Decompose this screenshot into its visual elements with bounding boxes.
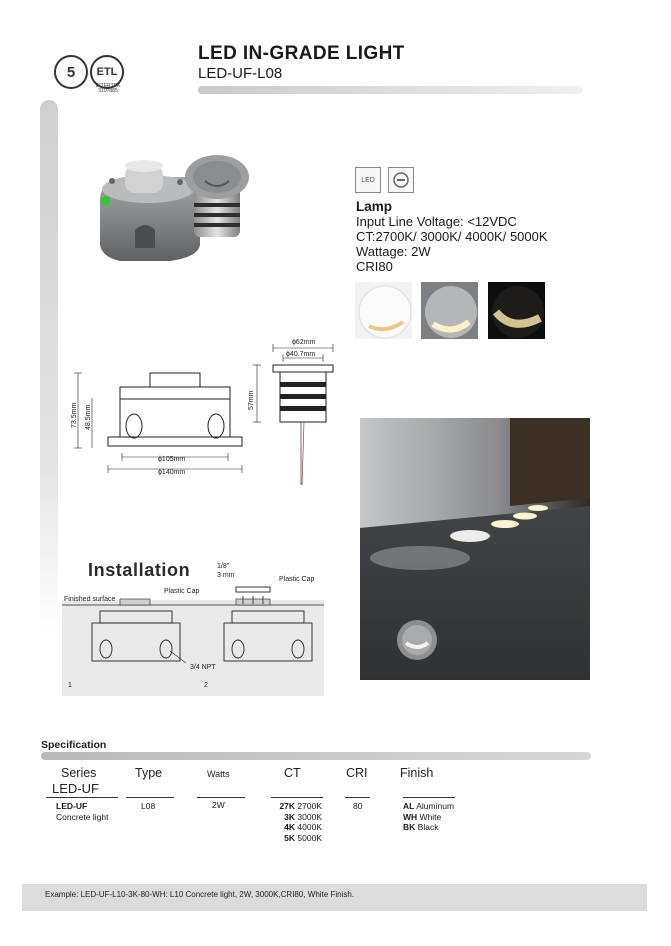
specification-label: Specification [41,739,107,751]
dimmable-glyph-icon [392,171,410,189]
col-header-type: Type [135,766,163,780]
watts-underline [197,797,245,798]
dim-box-height-total: 73.5mm [71,402,78,428]
series-description: Concrete light [56,811,109,822]
ct-option-code: 27K [279,801,296,811]
plastic-cap-label-2: Plastic Cap [279,576,315,583]
lamp-spec-block [356,199,548,274]
ct-underline [271,797,323,798]
col-header-cri: CRI [346,766,368,780]
finish-option-code: WH [403,811,418,822]
model-number: LED-UF-L08 [198,65,283,82]
watts-value: 2W [212,800,225,810]
fixture-dimension-drawing [240,330,350,490]
cri-underline [345,797,370,798]
series-code: LED-UF [52,781,99,796]
led-icon-label: LED [361,176,375,184]
lamp-wattage: Wattage: 2W [356,244,431,259]
ct-option-code: 3K [284,811,296,822]
product-photo [90,155,260,275]
ct-option [270,812,322,823]
finish-option-label: Black [417,822,439,832]
col-header-ct: CT [284,766,301,780]
col-header-series: Series [61,766,97,780]
ct-option-label: 3000K [297,811,322,822]
swatch-black-finish [488,282,545,339]
ct-option-label: 2700K [297,801,322,811]
side-decoration-bar [40,100,58,630]
ul-5-year-badge-icon [54,55,88,89]
swatch-white-finish [355,282,412,339]
gap-fraction-label: 1/8" [217,563,230,570]
installation-title: Installation [88,560,191,580]
ct-option [270,801,322,812]
ct-option [270,833,322,844]
lamp-cri: CRI80 [356,259,393,274]
series-cell [56,801,108,822]
cri-value: 80 [353,801,363,811]
header-divider [198,86,583,94]
col-header-watts: Watts [207,769,230,779]
col-header-finish: Finish [400,766,434,780]
installation-scene-photo [360,418,590,680]
lamp-ct: CT:2700K/ 3000K/ 4000K/ 5000K [356,229,548,244]
ct-option-code: 5K [284,832,296,843]
type-value: L08 [141,801,156,811]
etl-badge-text: ETL [96,66,118,78]
series-underline [46,797,118,798]
installation-diagram [62,565,327,697]
dim-fixture-outer: ϕ62mm [292,339,316,346]
footer-example: Example: LED-UF-L10-3K-80-WH: L10 Concrete light, 2W, 3000K,CRI80, White Finish. [45,890,355,899]
dimmable-icon [388,167,414,193]
specification-divider [41,752,591,760]
type-underline [126,797,174,798]
dim-box-width-outer: ϕ140mm [158,469,186,476]
lamp-voltage: Input Line Voltage: <12VDC [356,214,517,229]
ct-option [270,822,322,833]
ct-option-label: 4000K [297,822,322,832]
lamp-heading: Lamp [356,199,393,214]
plastic-cap-label-1: Plastic Cap [164,588,200,595]
series-value: LED-UF [56,801,88,811]
etl-badge-subtext: INTERTEK 3107885 [95,83,121,94]
junction-box-dimension-drawing [72,368,252,480]
ul-badge-text: 5 [66,63,76,81]
finish-option-code: AL [403,801,415,811]
npt-label: 3/4 NPT [190,664,216,671]
finish-option-label: Aluminum [416,801,455,811]
dim-fixture-inner: ϕ40.7mm [286,351,316,358]
finish-option [403,801,454,812]
swatch-aluminum-finish [421,282,478,339]
ct-option-label: 5000K [297,832,322,843]
install-step-2: 2 [204,682,208,689]
page-title: LED IN-GRADE LIGHT [198,43,405,64]
led-icon [355,167,381,193]
ct-options [270,801,322,843]
finish-option [403,822,454,833]
install-step-1: 1 [68,682,72,689]
finished-surface-label: Finished surface [64,596,116,603]
finish-option-label: White [419,811,442,822]
finish-underline [403,797,455,798]
dim-box-width-inner: ϕ105mm [158,456,186,463]
dim-fixture-height: 57mm [248,390,255,410]
finish-option [403,812,454,823]
ct-option-code: 4K [284,822,296,832]
gap-mm-label: 3 mm [217,572,235,579]
finish-options [403,801,454,833]
dim-box-height-body: 48.5mm [85,404,92,430]
finish-option-code: BK [403,822,416,832]
